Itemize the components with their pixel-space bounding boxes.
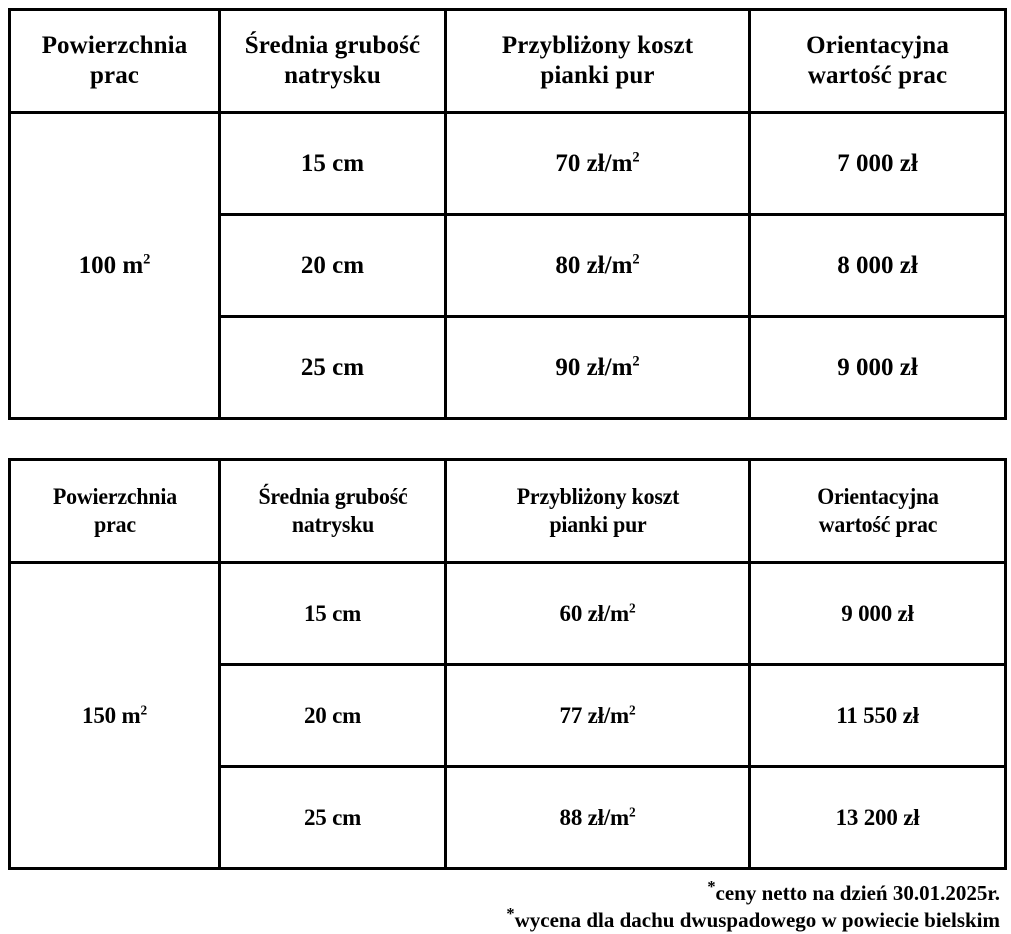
thickness-text: 20 cm: [303, 702, 362, 728]
cell-cost: [446, 317, 750, 419]
pricing-table-150m2: [8, 458, 1007, 870]
column-header-thickness-line2: natrysku: [291, 512, 374, 537]
cost-exponent: 2: [629, 701, 636, 717]
table-row: [10, 113, 1006, 215]
column-header-cost-line2: pianki pur: [548, 512, 647, 537]
column-header-area-line2: prac: [90, 62, 139, 89]
column-header-area: [15, 460, 215, 563]
column-header-cost: [446, 10, 750, 113]
column-header-value-line2: wartość prac: [818, 512, 937, 537]
thickness-text: 25 cm: [300, 353, 365, 381]
footnote-scope: [8, 903, 1000, 934]
cell-value: [750, 113, 1006, 215]
value-text: 7 000 zł: [837, 149, 918, 177]
cell-thickness: [220, 113, 446, 215]
value-text: 13 200 zł: [835, 804, 920, 830]
cell-value: [750, 767, 1006, 869]
area-number: 150 m: [82, 702, 141, 728]
column-header-thickness-line1: Średnia grubość: [244, 31, 421, 59]
value-text: 9 000 zł: [841, 600, 914, 626]
thickness-text: 15 cm: [300, 149, 365, 177]
column-header-value-line1: Orientacyjna: [806, 31, 949, 59]
thickness-text: 25 cm: [303, 804, 362, 830]
cell-value: [750, 665, 1006, 767]
column-header-cost-line2: pianki pur: [540, 62, 655, 89]
column-header-value: [756, 460, 999, 563]
value-text: 8 000 zł: [837, 251, 918, 279]
footnote-marker: *: [506, 903, 515, 923]
cell-area-value: [10, 563, 220, 869]
cell-cost: [446, 113, 750, 215]
area-number: 100 m: [78, 251, 144, 279]
footnotes: [8, 877, 1004, 934]
cost-number: 80 zł/m: [555, 251, 633, 279]
cell-thickness: [220, 215, 446, 317]
column-header-area-line1: Powierzchnia: [52, 483, 177, 509]
column-header-cost: [453, 460, 742, 563]
value-text: 9 000 zł: [837, 353, 918, 381]
cost-number: 90 zł/m: [555, 353, 633, 381]
column-header-area-line2: prac: [93, 512, 136, 537]
value-text: 11 550 zł: [836, 702, 919, 728]
cell-area-value: [10, 113, 220, 419]
thickness-text: 20 cm: [300, 251, 365, 279]
area-exponent: 2: [143, 251, 151, 268]
column-header-thickness-line1: Średnia grubość: [257, 483, 408, 509]
cell-value: [750, 563, 1006, 665]
cost-exponent: 2: [632, 149, 640, 166]
column-header-value: [750, 10, 1006, 113]
cell-value: [750, 215, 1006, 317]
cell-cost: [446, 665, 750, 767]
cell-cost: [446, 215, 750, 317]
column-header-area: [10, 10, 220, 113]
column-header-thickness-line2: natrysku: [284, 62, 381, 89]
column-header-thickness: [220, 10, 446, 113]
cost-exponent: 2: [629, 599, 636, 615]
footnote-marker: *: [707, 877, 716, 896]
table-header-row: [10, 460, 1006, 563]
cell-cost: [446, 767, 750, 869]
table-row: [10, 563, 1006, 665]
cost-number: 88 zł/m: [559, 804, 630, 830]
cost-number: 77 zł/m: [559, 702, 630, 728]
cell-thickness: [220, 665, 446, 767]
cell-value: [750, 317, 1006, 419]
column-header-area-line1: Powierzchnia: [41, 31, 188, 59]
cell-thickness: [220, 767, 446, 869]
table-header-row: [10, 10, 1006, 113]
column-header-cost-line1: Przybliżony koszt: [501, 31, 694, 59]
cost-number: 70 zł/m: [555, 149, 633, 177]
cost-exponent: 2: [632, 353, 640, 370]
footnote-text: ceny netto na dzień 30.01.2025r.: [715, 881, 1000, 905]
cell-thickness: [220, 317, 446, 419]
cost-exponent: 2: [629, 803, 636, 819]
column-header-cost-line1: Przybliżony koszt: [516, 483, 679, 509]
column-header-value-line2: wartość prac: [807, 62, 948, 89]
pricing-table-100m2: [8, 8, 1007, 420]
footnote-text: wycena dla dachu dwuspadowego w powiecie bielskim: [514, 907, 1000, 932]
area-exponent: 2: [140, 701, 147, 717]
table-separator: [8, 420, 1004, 458]
cell-cost: [446, 563, 750, 665]
column-header-thickness: [225, 460, 440, 563]
cell-thickness: [220, 563, 446, 665]
footnote-price-date: [8, 877, 1000, 907]
thickness-text: 15 cm: [303, 600, 362, 626]
cost-exponent: 2: [632, 251, 640, 268]
column-header-value-line1: Orientacyjna: [816, 483, 939, 509]
cost-number: 60 zł/m: [559, 600, 630, 626]
